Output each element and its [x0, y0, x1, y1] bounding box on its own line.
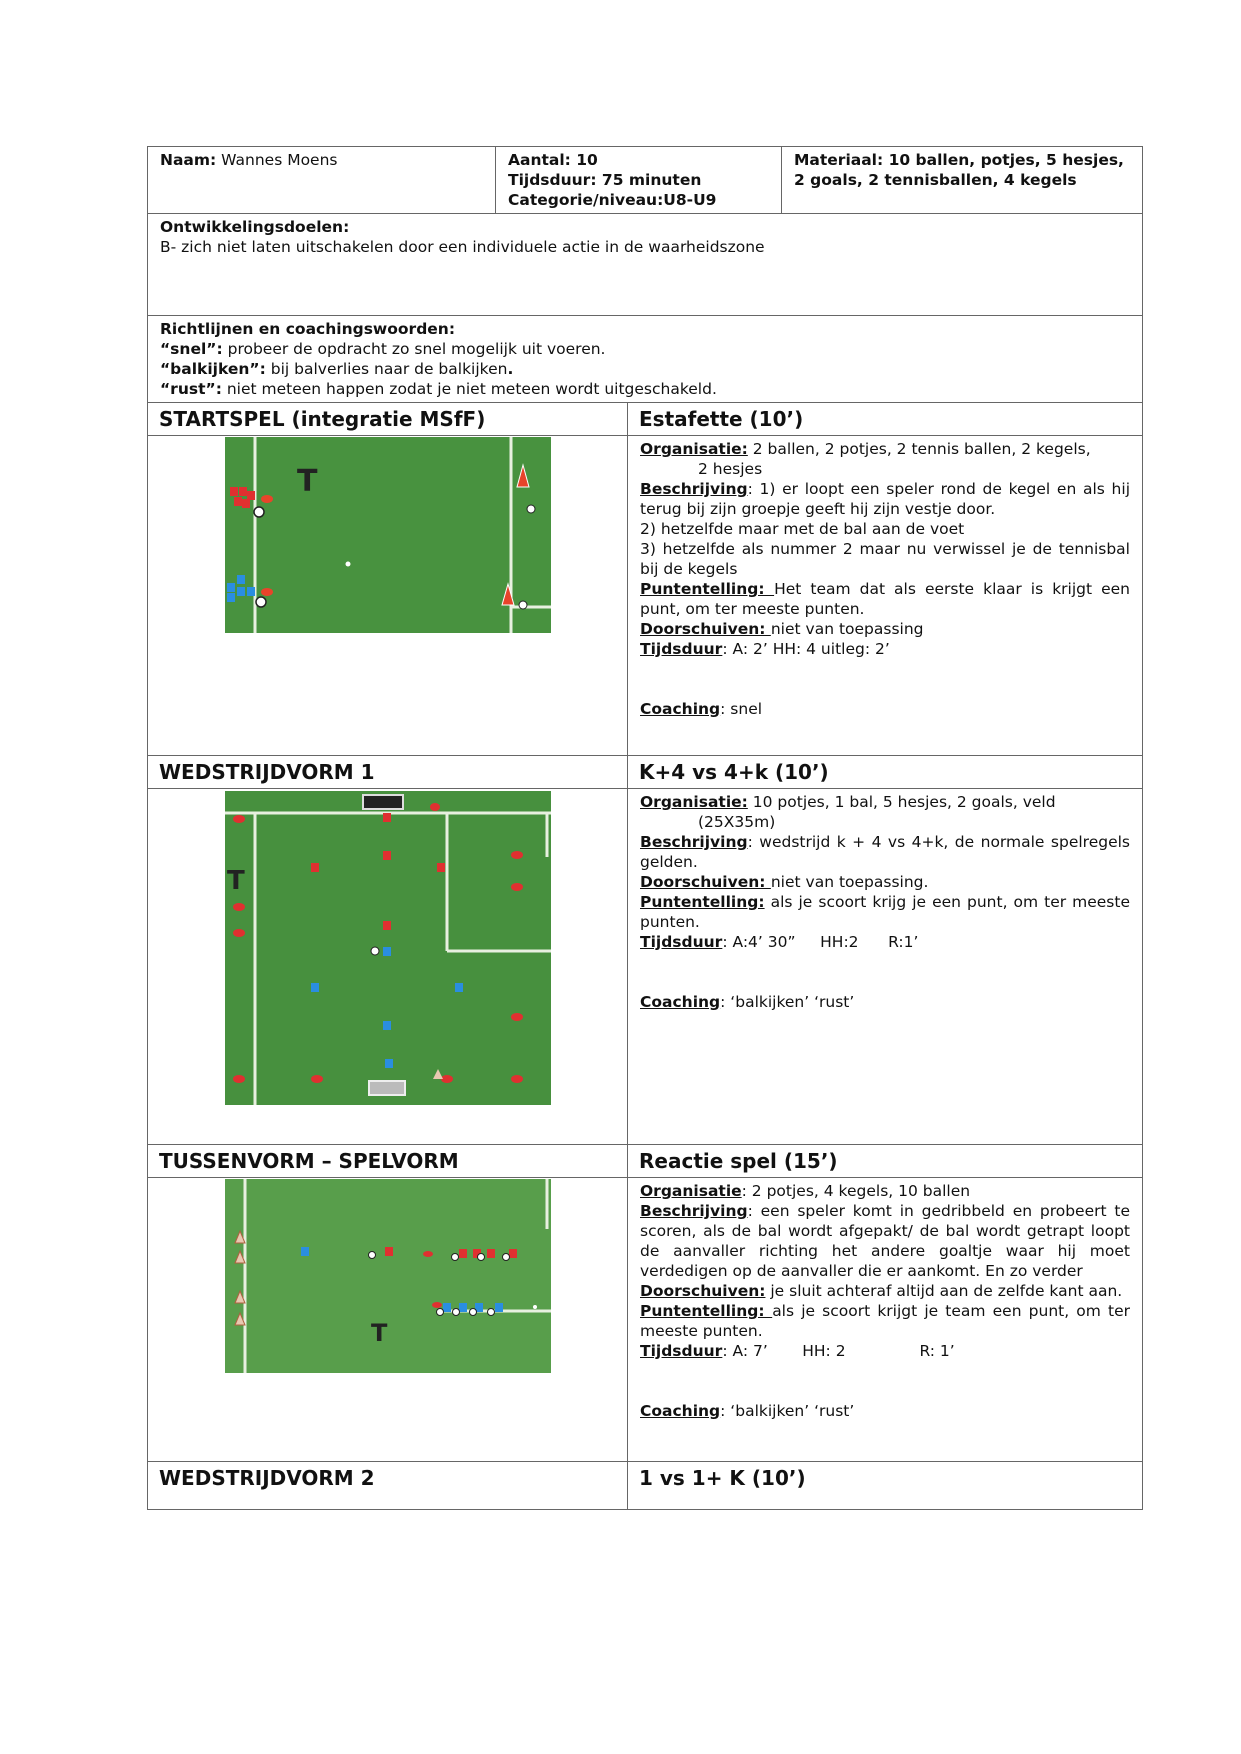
- lesson-sheet: [147, 146, 1142, 1510]
- section-right-title: 1 vs 1+ K (10’): [628, 1462, 1143, 1510]
- shirt-icon: [227, 583, 235, 592]
- ball-icon: [502, 1254, 509, 1261]
- puntentelling: [640, 892, 1130, 932]
- organisatie-text: 2 ballen, 2 potjes, 2 tennis ballen, 2 kegels,: [747, 440, 1091, 458]
- trainer-icon: T: [370, 1319, 387, 1347]
- shirt-icon: [311, 863, 319, 872]
- richtlijn-balkijken: [160, 359, 1130, 379]
- cone-icon: [511, 1075, 523, 1083]
- cone-icon: [511, 883, 523, 891]
- organisatie-label: Organisatie:: [640, 793, 748, 811]
- coaching-text: : ‘balkijken’ ‘rust’: [720, 993, 855, 1011]
- cone-icon: [511, 851, 523, 859]
- beschrijving-label: Beschrijving: [640, 480, 748, 498]
- section-left-title: WEDSTRIJDVORM 2: [148, 1462, 628, 1510]
- cone-icon: [233, 903, 245, 911]
- section-2-body: [148, 789, 1143, 1145]
- ball-icon: [452, 1309, 459, 1316]
- shirt-icon: [383, 1021, 391, 1030]
- trainer-icon: T: [296, 464, 317, 499]
- estafette-field-image: [225, 437, 551, 633]
- organisatie: [640, 439, 1130, 459]
- punten-label: Puntentelling:: [640, 1302, 773, 1320]
- ball-icon: [371, 947, 379, 955]
- shirt-icon: [237, 575, 245, 584]
- richtlijnen-cell: [148, 316, 1143, 403]
- coaching: [640, 699, 1130, 719]
- shirt-icon: [242, 499, 250, 508]
- door-text: je sluit achteraf altijd aan de zelfde kant aan.: [765, 1282, 1123, 1300]
- section-1-image-cell: [148, 436, 628, 756]
- richtlijn-snel: [160, 339, 1130, 359]
- lesson-table: [147, 146, 1143, 1510]
- coaching-label: Coaching: [640, 993, 721, 1011]
- shirt-icon: [383, 851, 391, 860]
- richtlijn-rust: [160, 379, 1130, 399]
- richtlijn-key: “snel”:: [160, 340, 223, 358]
- organisatie-text: : 2 potjes, 4 kegels, 10 ballen: [741, 1182, 971, 1200]
- section-right-title: Reactie spel (15’): [628, 1145, 1143, 1178]
- cone-icon: [261, 588, 273, 596]
- section-1-body: [148, 436, 1143, 756]
- organisatie: [640, 792, 1130, 812]
- section-left-title: TUSSENVORM – SPELVORM: [148, 1145, 628, 1178]
- match-field-image: [225, 791, 551, 1105]
- coaching: [640, 992, 1130, 1012]
- ball-icon: [487, 1309, 494, 1316]
- beschrijving-text: : 1) er loopt een speler rond de kegel en als hij terug bij zijn groepje geeft hij zijn vestje door.: [640, 480, 1130, 518]
- organisatie-label: Organisatie:: [640, 440, 748, 458]
- section-3-text: [628, 1178, 1143, 1462]
- shirt-icon: [383, 813, 391, 822]
- reaction-field-image: [225, 1179, 551, 1373]
- section-left-title: WEDSTRIJDVORM 1: [148, 756, 628, 789]
- richtlijn-text: probeer de opdracht zo snel mogelijk uit voeren.: [222, 340, 606, 358]
- shirt-icon: [239, 487, 247, 496]
- section-3-image-cell: [148, 1178, 628, 1462]
- coaching-label: Coaching: [640, 700, 721, 718]
- organisatie: [640, 1181, 1130, 1201]
- organisatie-cont: (25X35m): [698, 813, 776, 831]
- section-left-title: STARTSPEL (integratie MSfF): [148, 403, 628, 436]
- organisatie-label: Organisatie: [640, 1182, 742, 1200]
- ball-icon: [436, 1309, 443, 1316]
- shirt-icon: [459, 1303, 467, 1312]
- richtlijn-key: “rust”:: [160, 380, 222, 398]
- richtlijn-text: niet meteen happen zodat je niet meteen wordt uitgeschakeld.: [221, 380, 717, 398]
- shirt-icon: [437, 863, 445, 872]
- puntentelling: [640, 579, 1130, 619]
- cone-icon: [261, 495, 273, 503]
- shirt-icon: [301, 1247, 309, 1256]
- beschrijving: [640, 832, 1130, 872]
- shirt-icon: [247, 587, 255, 596]
- cone-icon: [430, 803, 440, 811]
- richtlijn-tail: .: [507, 360, 514, 378]
- shirt-icon: [385, 1059, 393, 1068]
- ball-icon: [451, 1254, 458, 1261]
- shirt-icon: [247, 491, 255, 500]
- coaching-text: : snel: [720, 700, 763, 718]
- richtlijn-text: bij balverlies naar de balkijken: [265, 360, 508, 378]
- cone-icon: [432, 1302, 442, 1308]
- tijdsduur: [640, 1341, 1130, 1361]
- beschrijving-label: Beschrijving: [640, 833, 748, 851]
- coaching-label: Coaching: [640, 1402, 721, 1420]
- doorschuiven: [640, 872, 1130, 892]
- ball-icon: [256, 597, 266, 607]
- goal-icon: [369, 1081, 405, 1095]
- shirt-icon: [383, 921, 391, 930]
- ball-icon: [519, 601, 527, 609]
- door-label: Doorschuiven:: [640, 620, 771, 638]
- section-2-text: [628, 789, 1143, 1145]
- shirt-icon: [487, 1249, 495, 1258]
- section-1-header: [148, 403, 1143, 436]
- shirt-icon: [443, 1303, 451, 1312]
- section-1-text: [628, 436, 1143, 756]
- ball-icon: [477, 1254, 484, 1261]
- punten-text: als je scoort krijg je een punt, om ter meeste punten.: [640, 893, 1130, 931]
- beschrijving-2: 2) hetzelfde maar met de bal aan de voet: [640, 520, 965, 538]
- materiaal-cell: Materiaal: 10 ballen, potjes, 5 hesjes, 2 goals, 2 tennisballen, 4 kegels: [782, 147, 1143, 214]
- shirt-icon: [509, 1249, 517, 1258]
- ball-icon: [469, 1309, 476, 1316]
- beschrijving-3: 3) hetzelfde als nummer 2 maar nu verwissel je de tennisbal bij de kegels: [640, 540, 1130, 578]
- section-2-header: [148, 756, 1143, 789]
- richtlijn-key: “balkijken”:: [160, 360, 266, 378]
- shirt-icon: [459, 1249, 467, 1258]
- section-2-image-cell: [148, 789, 628, 1145]
- categorie: Categorie/niveau:U8-U9: [508, 191, 717, 209]
- doelen-text: B- zich niet laten uitschakelen door een individuele actie in de waarheidszone: [160, 238, 765, 256]
- shirt-icon: [234, 497, 242, 506]
- punten-text: als je scoort krijgt je team een punt, om ter meeste punten.: [640, 1302, 1130, 1340]
- naam-value: Wannes Moens: [216, 151, 338, 169]
- shirt-icon: [227, 593, 235, 602]
- door-text: niet van toepassing: [770, 620, 924, 638]
- punten-label: Puntentelling:: [640, 580, 775, 598]
- shirt-icon: [237, 587, 245, 596]
- richtlijnen-title: Richtlijnen en coachingswoorden:: [160, 320, 456, 338]
- punten-text: Het team dat als eerste klaar is krijgt een punt, om ter meeste punten.: [640, 580, 1130, 618]
- coaching-text: : ‘balkijken’ ‘rust’: [720, 1402, 855, 1420]
- door-label: Doorschuiven:: [640, 873, 771, 891]
- puntentelling: [640, 1301, 1130, 1341]
- tijdsduur: [640, 639, 1130, 659]
- tijd-label: Tijdsduur: [640, 640, 723, 658]
- shirt-icon: [230, 487, 238, 496]
- cone-icon: [511, 1013, 523, 1021]
- tijd-label: Tijdsduur: [640, 933, 723, 951]
- naam-label: Naam:: [160, 151, 217, 169]
- punten-label: Puntentelling:: [640, 893, 765, 911]
- beschrijving-text: : wedstrijd k + 4 vs 4+k, de normale spelregels gelden.: [640, 833, 1130, 871]
- tennis-ball-icon: [345, 562, 350, 567]
- cone-icon: [311, 1075, 323, 1083]
- shirt-icon: [311, 983, 319, 992]
- cone-icon: [423, 1251, 433, 1257]
- shirt-icon: [495, 1303, 503, 1312]
- organisatie-text: 10 potjes, 1 bal, 5 hesjes, 2 goals, veld: [747, 793, 1056, 811]
- beschrijving: [640, 1201, 1130, 1281]
- shirt-icon: [455, 983, 463, 992]
- aantal-cell: [496, 147, 782, 214]
- doelen-cell: [148, 214, 1143, 316]
- section-3-body: [148, 1178, 1143, 1462]
- tijd-text: : A: 7’ HH: 2 R: 1’: [722, 1342, 955, 1360]
- ball-icon: [527, 505, 535, 513]
- ball-icon: [368, 1252, 375, 1259]
- aantal: Aantal: 10: [508, 151, 598, 169]
- door-text: niet van toepassing.: [770, 873, 929, 891]
- tennis-ball-icon: [533, 1305, 537, 1309]
- shirt-icon: [385, 1247, 393, 1256]
- section-right-title: K+4 vs 4+k (10’): [628, 756, 1143, 789]
- header-row: [148, 147, 1143, 214]
- doorschuiven: [640, 619, 1130, 639]
- section-4-header: [148, 1462, 1143, 1510]
- tijd-text: : A: 2’ HH: 4 uitleg: 2’: [722, 640, 890, 658]
- coaching: [640, 1401, 1130, 1421]
- doorschuiven: [640, 1281, 1130, 1301]
- tijd-label: Tijdsduur: [640, 1342, 723, 1360]
- cone-icon: [233, 1075, 245, 1083]
- tijdsduur: [640, 932, 1130, 952]
- tijdsduur: Tijdsduur: 75 minuten: [508, 171, 702, 189]
- section-3-header: [148, 1145, 1143, 1178]
- beschrijving-label: Beschrijving: [640, 1202, 748, 1220]
- beschrijving-text: : een speler komt in gedribbeld en probeert te scoren, als de bal wordt afgepakt/ de bal wordt getrapt loopt de aanvaller richting het andere goaltje waar hij moet verdedigen op de aanvaller die er aankomt. En zo verder: [640, 1202, 1130, 1280]
- beschrijving: [640, 479, 1130, 519]
- trainer-icon: T: [226, 866, 245, 896]
- door-label: Doorschuiven:: [640, 1282, 766, 1300]
- ball-icon: [254, 507, 264, 517]
- doelen-title: Ontwikkelingsdoelen:: [160, 218, 350, 236]
- tijd-text: : A:4’ 30” HH:2 R:1’: [722, 933, 919, 951]
- cone-icon: [233, 929, 245, 937]
- naam-cell: [148, 147, 496, 214]
- richtlijnen-row: [148, 316, 1143, 403]
- organisatie-cont: 2 hesjes: [698, 460, 763, 478]
- doelen-row: [148, 214, 1143, 316]
- section-right-title: Estafette (10’): [628, 403, 1143, 436]
- shirt-icon: [383, 947, 391, 956]
- cone-icon: [233, 815, 245, 823]
- goal-icon: [363, 795, 403, 809]
